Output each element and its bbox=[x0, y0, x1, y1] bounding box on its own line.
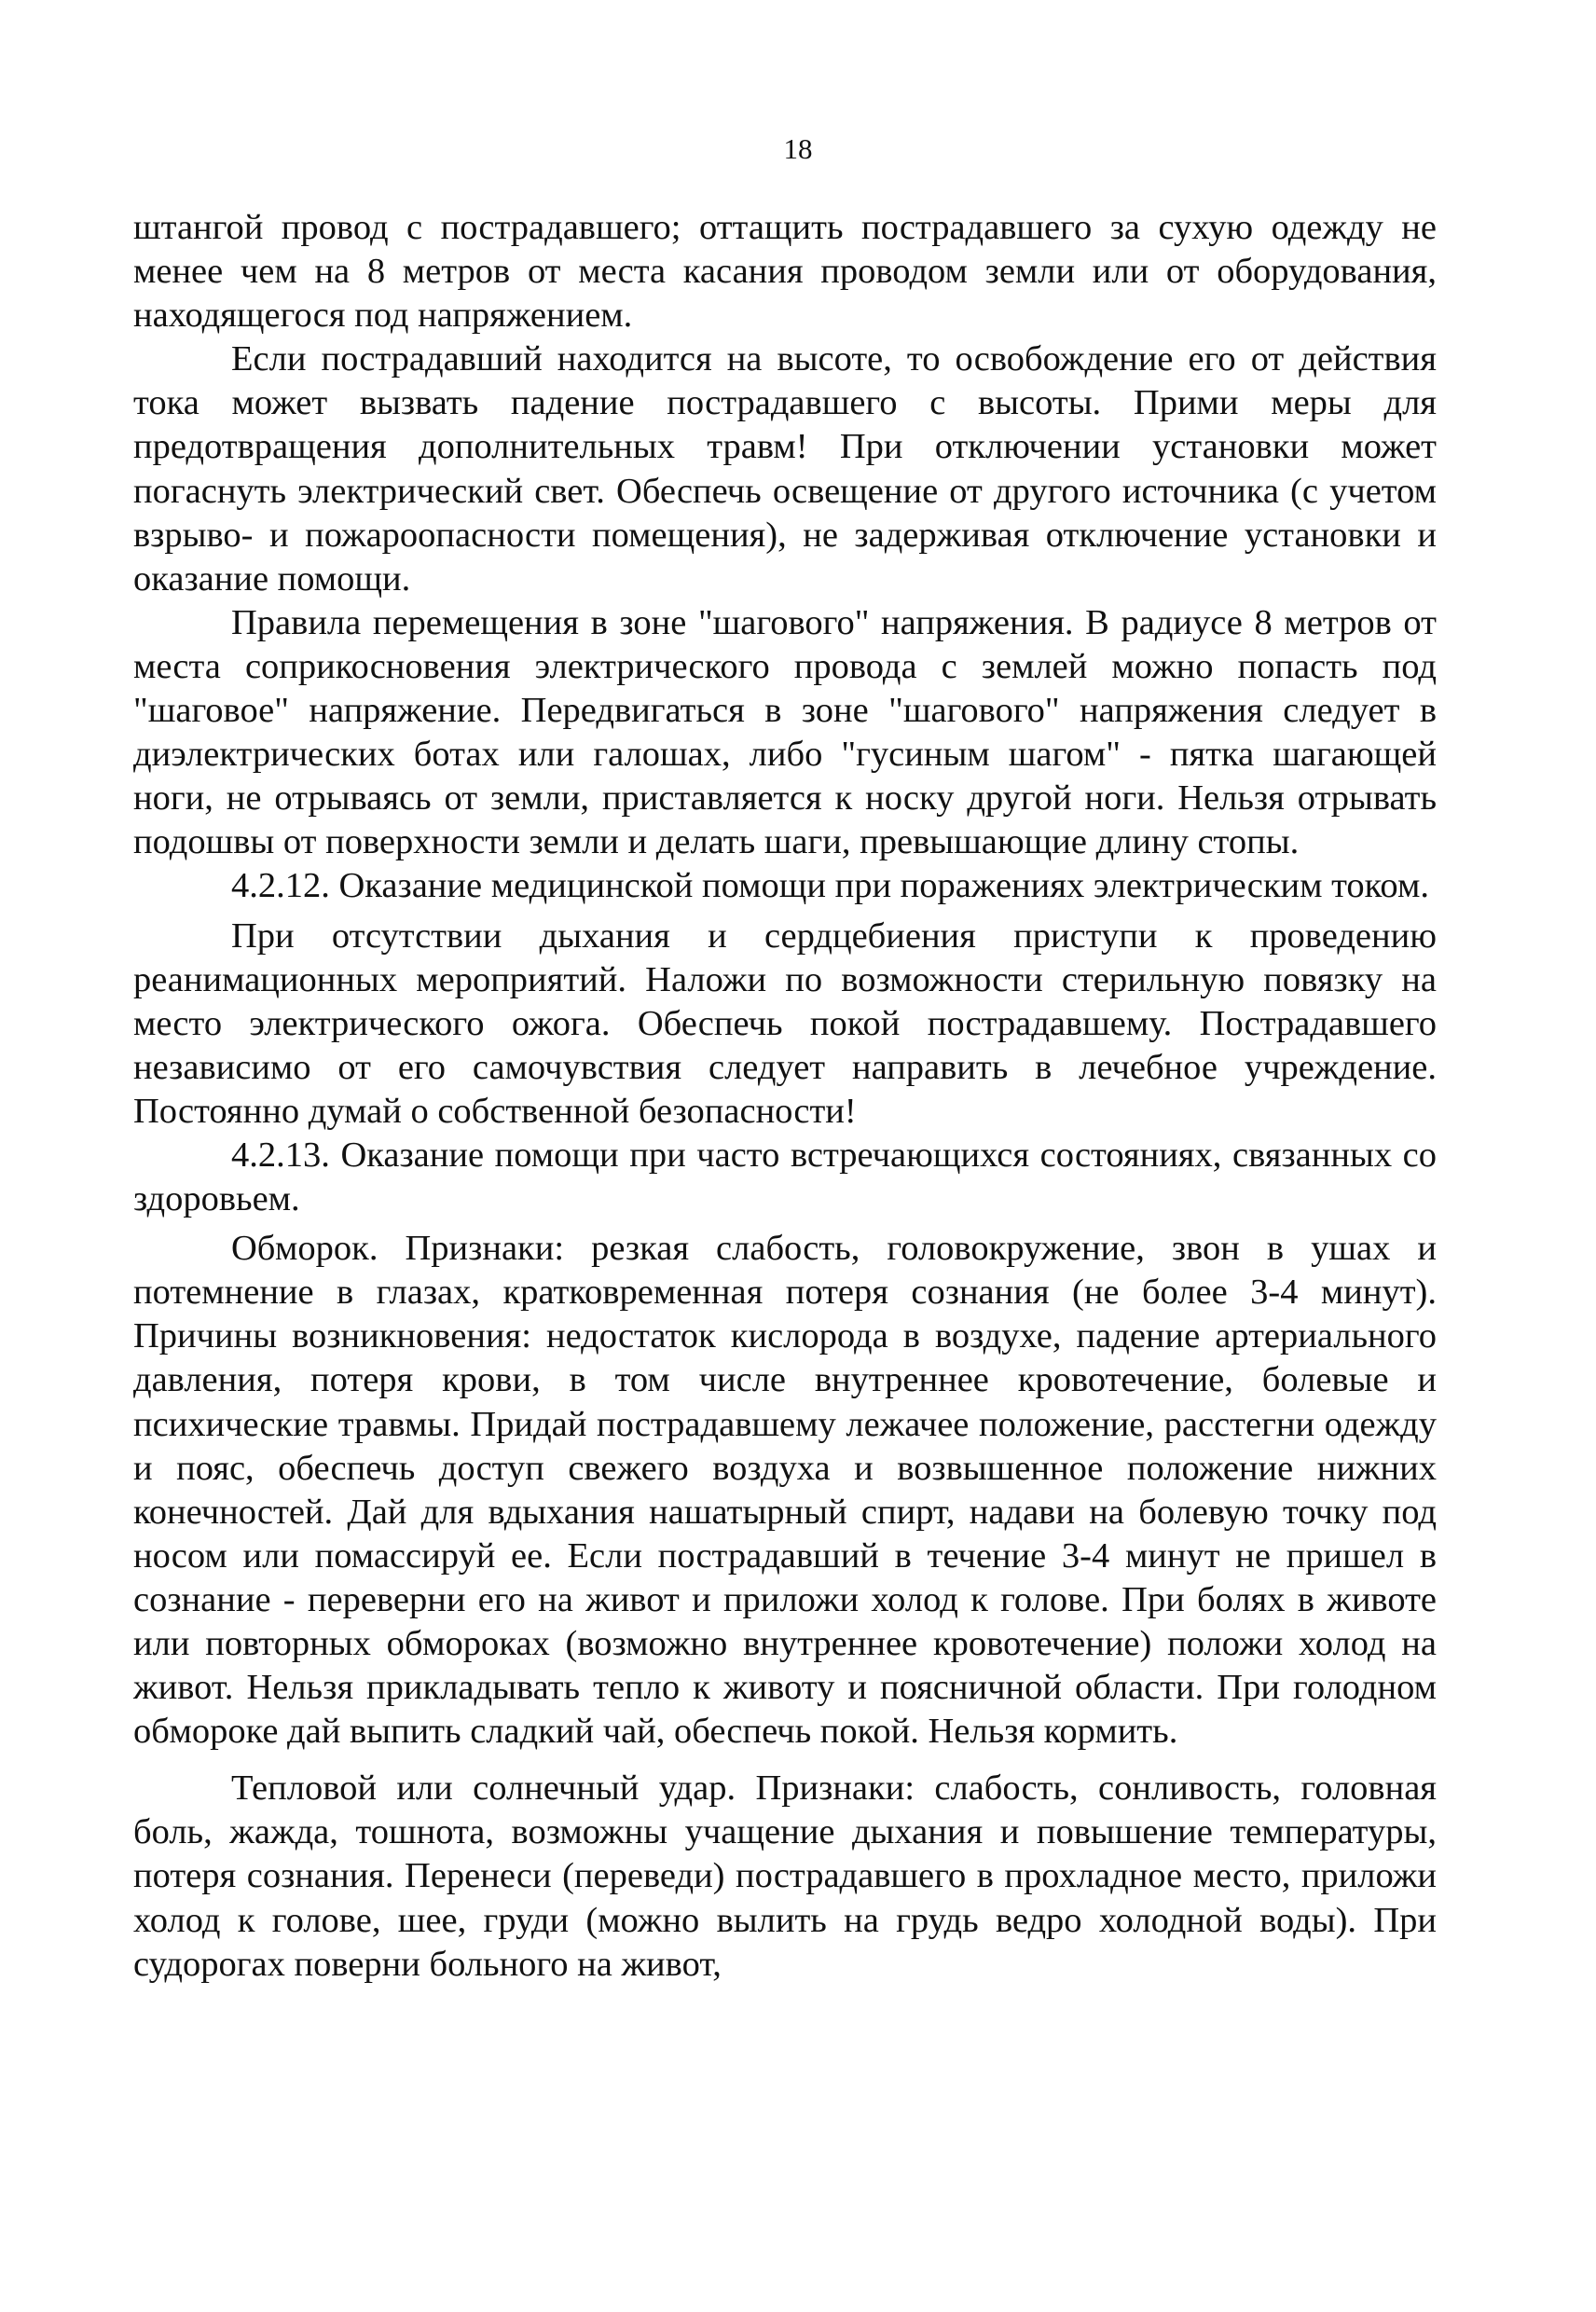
paragraph-step-voltage: Правила перемещения в зоне "шагового" напряжения. В радиусе 8 метров от места соприкосновения электрического провода с землей можно попасть под "шаговое" напряжение. Передвигаться в зоне "шагового" напряжения следует в диэлектрических ботах или галошах, либо "гусиным шагом" - пятка шагающей ноги, не отрываясь от земли, приставляется к носку другой ноги. Нельзя отрывать подошвы от поверхности земли и делать шаги, превышающие длину стопы. bbox=[133, 602, 1437, 862]
section-heading-4-2-13: 4.2.13. Оказание помощи при часто встречающихся состояниях, связанных со здоровьем. bbox=[133, 1135, 1437, 1219]
paragraph-continuation: штангой провод с пострадавшего; оттащить пострадавшего за сухую одежду не менее чем на 8 метров от места касания проводом земли или от оборудования, находящегося под напряжением. bbox=[133, 208, 1437, 336]
paragraph-heat-stroke: Тепловой или солнечный удар. Признаки: слабость, сонливость, головная боль, жажда, тошнота, возможны учащение дыхания и повышение температуры, потеря сознания. Перенеси (переведи) пострадавшего в прохладное место, приложи холод к голове, шее, груди (можно вылить на грудь ведро холодной воды). При судорогах поверни больного на живот, bbox=[133, 1768, 1437, 1984]
document-body bbox=[133, 206, 1437, 1987]
section-heading-4-2-12: 4.2.12. Оказание медицинской помощи при поражениях электрическим током. bbox=[231, 866, 1429, 906]
paragraph-fainting: Обморок. Признаки: резкая слабость, головокружение, звон в ушах и потемнение в глазах, кратковременная потеря сознания (не более 3-4 минут). Причины возникновения: недостаток кислорода в воздухе, падение артериального давления, потеря крови, в том числе внутреннее кровотечение, болевые и психические травмы. Придай пострадавшему лежачее положение, расстегни одежду и пояс, обеспечь доступ свежего воздуха и возвышенное положение нижних конечностей. Дай для вдыхания нашатырный спирт, надави на болевую точку под носом или помассируй ее. Если пострадавший в течение 3-4 минут не пришел в сознание - переверни его на живот и приложи холод к голове. При болях в животе или повторных обмороках (возможно внутреннее кровотечение) положи холод на живот. Нельзя прикладывать тепло к животу и поясничной области. При голодном обмороке дай выпить сладкий чай, обеспечь покой. Нельзя кормить. bbox=[133, 1229, 1437, 1752]
paragraph-electric-injury-aid: При отсутствии дыхания и сердцебиения приступи к проведению реанимационных мероприятий. Наложи по возможности стерильную повязку на место электрического ожога. Обеспечь покой пострадавшему. Пострадавшего независимо от его самочувствия следует направить в лечебное учреждение. Постоянно думай о собственной безопасности! bbox=[133, 915, 1437, 1131]
page-number: 18 bbox=[783, 132, 813, 165]
paragraph-height-release: Если пострадавший находится на высоте, то освобождение его от действия тока может вызвать падение пострадавшего с высоты. Прими меры для предотвращения дополнительных травм! При отключении установки может погаснуть электрический свет. Обеспечь освещение от другого источника (с учетом взрыво- и пожароопасности помещения), не задерживая отключение установки и оказание помощи. bbox=[133, 339, 1437, 599]
